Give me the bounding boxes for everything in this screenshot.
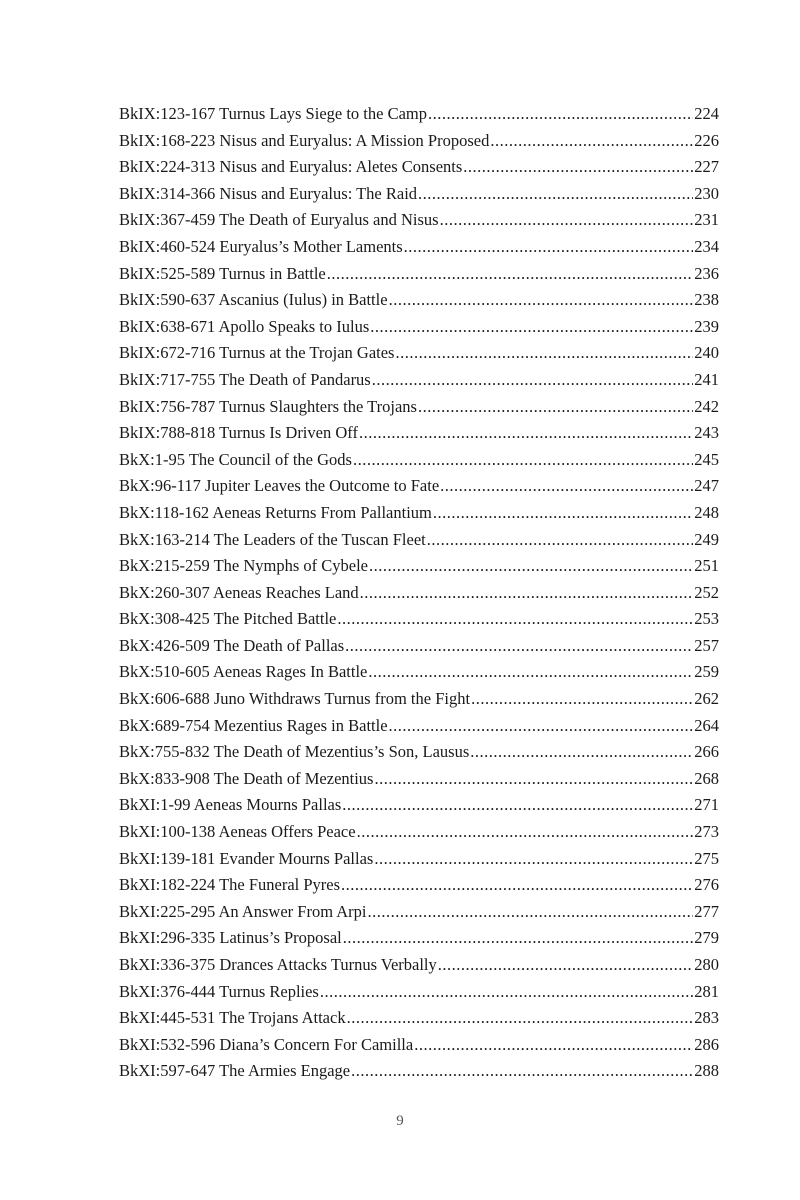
toc-entry <box>119 394 719 421</box>
toc-entry-page: 283 <box>694 1008 719 1028</box>
dot-leader <box>440 473 693 500</box>
toc-entry-title: BkX:426-509 The Death of Pallas <box>119 635 345 655</box>
toc-entry <box>119 101 719 128</box>
dot-leader <box>374 846 693 873</box>
dot-leader <box>357 819 694 846</box>
toc-entry-page: 288 <box>694 1061 719 1081</box>
dot-leader <box>353 447 693 474</box>
dot-leader <box>490 128 693 155</box>
toc-entry <box>119 473 719 500</box>
toc-entry-title: BkIX:168-223 Nisus and Euryalus: A Mission Proposed <box>119 130 490 150</box>
toc-entry-title: BkIX:788-818 Turnus Is Driven Off <box>119 423 358 443</box>
table-of-contents <box>119 101 719 1085</box>
dot-leader <box>404 234 694 261</box>
toc-entry <box>119 1032 719 1059</box>
dot-leader <box>389 713 694 740</box>
toc-entry-title: BkXI:376-444 Turnus Replies <box>119 981 319 1001</box>
toc-list <box>119 101 719 1085</box>
toc-entry <box>119 925 719 952</box>
toc-entry-title: BkX:260-307 Aeneas Reaches Land <box>119 582 359 602</box>
toc-entry-title: BkIX:590-637 Ascanius (Iulus) in Battle <box>119 290 388 310</box>
toc-entry <box>119 713 719 740</box>
page-number: 9 <box>396 1113 404 1129</box>
toc-entry <box>119 580 719 607</box>
toc-entry-page: 273 <box>694 822 719 842</box>
toc-entry-title: BkIX:638-671 Apollo Speaks to Iulus <box>119 316 370 336</box>
dot-leader <box>372 367 694 394</box>
toc-entry-page: 236 <box>694 263 719 283</box>
toc-entry <box>119 739 719 766</box>
toc-entry <box>119 659 719 686</box>
dot-leader <box>389 287 694 314</box>
toc-entry-page: 257 <box>694 635 719 655</box>
dot-leader <box>369 553 693 580</box>
toc-entry-title: BkX:689-754 Mezentius Rages in Battle <box>119 715 388 735</box>
toc-entry-page: 280 <box>694 955 719 974</box>
toc-entry-page: 226 <box>694 130 719 150</box>
toc-entry-page: 227 <box>694 157 719 177</box>
dot-leader <box>368 659 693 686</box>
toc-entry-title: BkX:606-688 Juno Withdraws Turnus from the Fight <box>119 689 471 709</box>
toc-entry-page: 271 <box>694 795 719 815</box>
toc-entry <box>119 1058 719 1085</box>
dot-leader <box>463 154 693 181</box>
toc-entry <box>119 207 719 234</box>
toc-entry-page: 239 <box>694 316 719 336</box>
toc-entry <box>119 500 719 527</box>
toc-entry-page: 259 <box>694 662 719 682</box>
toc-entry-title: BkX:215-259 The Nymphs of Cybele <box>119 556 369 576</box>
dot-leader <box>360 580 694 607</box>
toc-entry-page: 275 <box>694 848 719 868</box>
toc-entry <box>119 314 719 341</box>
toc-entry-title: BkIX:717-755 The Death of Pandarus <box>119 369 371 389</box>
dot-leader <box>440 207 694 234</box>
dot-leader <box>345 633 693 660</box>
toc-entry-title: BkXI:336-375 Drances Attacks Turnus Verbally <box>119 955 437 974</box>
dot-leader <box>327 261 694 288</box>
toc-entry-title: BkIX:460-524 Euryalus’s Mother Laments <box>119 236 403 256</box>
toc-entry-title: BkXI:225-295 An Answer From Arpi <box>119 901 367 921</box>
dot-leader <box>359 420 693 447</box>
dot-leader <box>471 686 693 713</box>
toc-entry-title: BkIX:314-366 Nisus and Euryalus: The Raid <box>119 183 418 203</box>
toc-entry <box>119 766 719 793</box>
toc-entry <box>119 234 719 261</box>
toc-entry-page: 253 <box>694 609 719 629</box>
toc-entry <box>119 128 719 155</box>
dot-leader <box>347 1005 694 1032</box>
toc-entry-title: BkX:755-832 The Death of Mezentius’s Son, Lausus <box>119 742 470 762</box>
toc-entry-page: 248 <box>694 502 719 522</box>
toc-entry <box>119 846 719 873</box>
toc-entry-title: BkIX:756-787 Turnus Slaughters the Trojans <box>119 396 417 416</box>
toc-entry-page: 224 <box>694 104 719 123</box>
toc-entry-title: BkIX:224-313 Nisus and Euryalus: Aletes Consents <box>119 157 463 177</box>
dot-leader <box>438 952 693 979</box>
toc-entry-page: 241 <box>694 369 719 389</box>
toc-entry-page: 266 <box>694 742 719 762</box>
toc-entry <box>119 553 719 580</box>
toc-entry-page: 251 <box>694 556 719 576</box>
toc-entry-title: BkXI:296-335 Latinus’s Proposal <box>119 928 342 948</box>
toc-entry <box>119 792 719 819</box>
toc-entry-title: BkIX:672-716 Turnus at the Trojan Gates <box>119 343 395 363</box>
toc-entry <box>119 447 719 474</box>
dot-leader <box>414 1032 693 1059</box>
dot-leader <box>428 101 693 128</box>
toc-entry-page: 245 <box>694 449 719 469</box>
toc-entry <box>119 633 719 660</box>
toc-entry <box>119 181 719 208</box>
toc-entry <box>119 606 719 633</box>
toc-entry-page: 231 <box>694 210 719 230</box>
toc-entry-page: 249 <box>694 529 719 549</box>
dot-leader <box>343 925 694 952</box>
toc-entry-page: 242 <box>694 396 719 416</box>
toc-entry-page: 279 <box>694 928 719 948</box>
toc-entry <box>119 527 719 554</box>
toc-entry <box>119 1005 719 1032</box>
toc-entry <box>119 952 719 979</box>
toc-entry-title: BkXI:532-596 Diana’s Concern For Camilla <box>119 1034 414 1054</box>
toc-entry <box>119 420 719 447</box>
toc-entry-page: 238 <box>694 290 719 310</box>
toc-entry-title: BkXI:139-181 Evander Mourns Pallas <box>119 848 374 868</box>
toc-entry-page: 276 <box>694 875 719 895</box>
dot-leader <box>337 606 693 633</box>
toc-entry-title: BkIX:367-459 The Death of Euryalus and Nisus <box>119 210 439 230</box>
toc-entry <box>119 261 719 288</box>
toc-entry-title: BkX:163-214 The Leaders of the Tuscan Fleet <box>119 529 426 549</box>
toc-entry-title: BkXI:182-224 The Funeral Pyres <box>119 875 341 895</box>
dot-leader <box>320 979 693 1006</box>
toc-entry-title: BkX:308-425 The Pitched Battle <box>119 609 337 629</box>
toc-entry <box>119 686 719 713</box>
toc-entry-page: 247 <box>694 476 719 496</box>
dot-leader <box>433 500 693 527</box>
toc-entry-page: 240 <box>694 343 719 363</box>
dot-leader <box>427 527 694 554</box>
toc-entry <box>119 340 719 367</box>
toc-entry-page: 286 <box>694 1034 719 1054</box>
dot-leader <box>418 394 693 421</box>
toc-entry-page: 262 <box>694 689 719 709</box>
toc-entry-page: 234 <box>694 236 719 256</box>
toc-entry <box>119 899 719 926</box>
toc-entry-page: 243 <box>694 423 719 443</box>
toc-entry-title: BkIX:525-589 Turnus in Battle <box>119 263 326 283</box>
toc-entry-title: BkX:510-605 Aeneas Rages In Battle <box>119 662 368 682</box>
toc-entry-page: 268 <box>694 768 719 788</box>
toc-entry-title: BkXI:445-531 The Trojans Attack <box>119 1008 346 1028</box>
dot-leader <box>341 872 693 899</box>
toc-entry <box>119 819 719 846</box>
toc-entry <box>119 872 719 899</box>
toc-entry-page: 252 <box>694 582 719 602</box>
toc-entry-page: 230 <box>694 183 719 203</box>
toc-entry-title: BkX:118-162 Aeneas Returns From Pallantium <box>119 502 432 522</box>
toc-entry <box>119 287 719 314</box>
toc-entry-page: 264 <box>694 715 719 735</box>
toc-entry <box>119 367 719 394</box>
dot-leader <box>395 340 693 367</box>
dot-leader <box>370 314 693 341</box>
toc-entry-page: 281 <box>694 981 719 1001</box>
toc-entry-title: BkIX:123-167 Turnus Lays Siege to the Camp <box>119 104 427 123</box>
toc-entry-title: BkXI:100-138 Aeneas Offers Peace <box>119 822 356 842</box>
toc-entry-title: BkX:1-95 The Council of the Gods <box>119 449 352 469</box>
dot-leader <box>374 766 693 793</box>
toc-entry-title: BkX:96-117 Jupiter Leaves the Outcome to Fate <box>119 476 440 496</box>
dot-leader <box>470 739 693 766</box>
dot-leader <box>368 899 694 926</box>
toc-entry <box>119 154 719 181</box>
toc-entry-title: BkXI:1-99 Aeneas Mourns Pallas <box>119 795 342 815</box>
dot-leader <box>351 1058 693 1085</box>
dot-leader <box>342 792 693 819</box>
toc-entry <box>119 979 719 1006</box>
toc-entry-title: BkX:833-908 The Death of Mezentius <box>119 768 374 788</box>
dot-leader <box>418 181 693 208</box>
toc-entry-page: 277 <box>694 901 719 921</box>
toc-entry-title: BkXI:597-647 The Armies Engage <box>119 1061 351 1081</box>
